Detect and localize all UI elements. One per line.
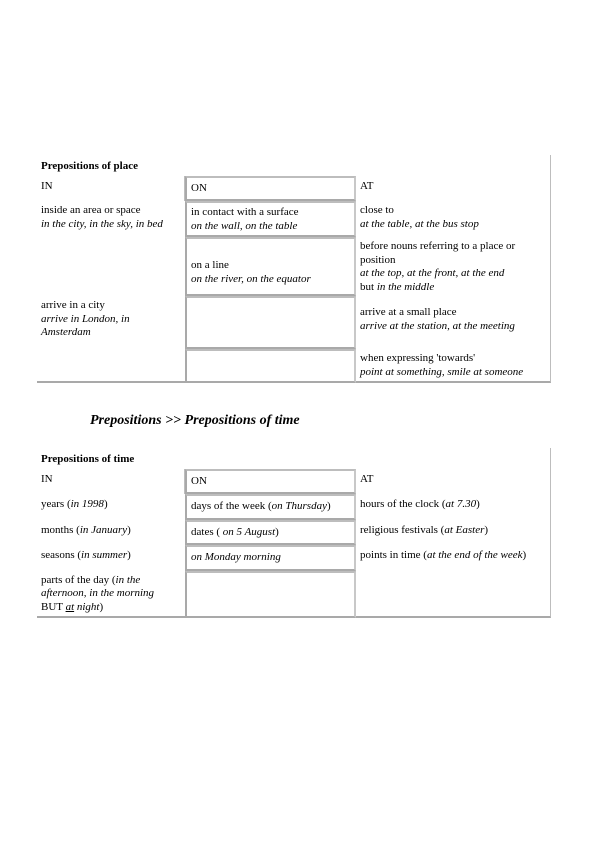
time-cell-in: seasons (in summer) bbox=[41, 549, 131, 561]
time-header-at: AT bbox=[356, 469, 551, 495]
time-header-on: ON bbox=[185, 469, 356, 495]
place-cell-in bbox=[37, 237, 185, 296]
section-heading: Prepositions >> Prepositions of time bbox=[90, 413, 300, 428]
time-row-4 bbox=[37, 571, 551, 619]
place-cell-at: close to at the table, at the bus stop bbox=[356, 201, 551, 237]
place-row-1 bbox=[37, 201, 551, 237]
place-header-in: IN bbox=[37, 176, 185, 202]
place-cell-in: arrive in a city arrive in London, in Amsterdam bbox=[41, 299, 130, 338]
place-cell-at: before nouns referring to a place or position at the top, at the front, at the end but in the middle bbox=[356, 237, 551, 296]
place-cell-at: arrive at a small place arrive at the station, at the meeting bbox=[356, 296, 551, 349]
time-cell-at: religious festivals (at Easter) bbox=[356, 520, 551, 546]
time-header-row bbox=[37, 469, 551, 495]
place-header-row bbox=[37, 176, 551, 202]
place-cell-on bbox=[185, 349, 356, 383]
time-row-1 bbox=[37, 494, 551, 520]
place-row-4 bbox=[37, 349, 551, 383]
time-cell-at: hours of the clock (at 7.30) bbox=[356, 494, 551, 520]
time-cell-in: years (in 1998) bbox=[41, 498, 108, 510]
place-cell-on bbox=[185, 296, 356, 349]
place-table bbox=[37, 155, 551, 383]
place-cell-on: on a line on the river, on the equator bbox=[185, 237, 356, 296]
time-header-in: IN bbox=[37, 469, 185, 495]
time-cell-in: parts of the day (in the afternoon, in the morning BUT at night) bbox=[37, 571, 185, 619]
time-cell-on bbox=[185, 571, 356, 619]
place-title-row bbox=[37, 155, 551, 176]
time-title-row bbox=[37, 448, 551, 469]
time-cell-in: months (in January) bbox=[41, 523, 131, 536]
place-row-2 bbox=[37, 237, 551, 296]
time-row-2 bbox=[37, 520, 551, 546]
time-row-3 bbox=[37, 545, 551, 571]
time-cell-on: days of the week (on Thursday) bbox=[185, 494, 356, 520]
place-cell-in: inside an area or space in the city, in the sky, in bed bbox=[41, 204, 163, 230]
place-header-at: AT bbox=[356, 176, 551, 202]
place-row-3 bbox=[37, 296, 551, 349]
time-cell-at bbox=[356, 571, 551, 619]
time-cell-on: on Monday morning bbox=[185, 545, 356, 571]
place-cell-in bbox=[37, 349, 185, 383]
time-table-title: Prepositions of time bbox=[41, 453, 135, 465]
underlined-at: at bbox=[65, 600, 75, 613]
place-cell-on: in contact with a surface on the wall, on the table bbox=[185, 201, 356, 237]
place-header-on: ON bbox=[185, 176, 356, 202]
time-cell-on: dates ( on 5 August) bbox=[185, 520, 356, 546]
time-cell-at: points in time (at the end of the week) bbox=[356, 545, 551, 571]
place-table-title: Prepositions of place bbox=[41, 160, 138, 172]
time-table bbox=[37, 448, 551, 618]
place-cell-at: when expressing 'towards' point at something, smile at someone bbox=[356, 349, 551, 383]
